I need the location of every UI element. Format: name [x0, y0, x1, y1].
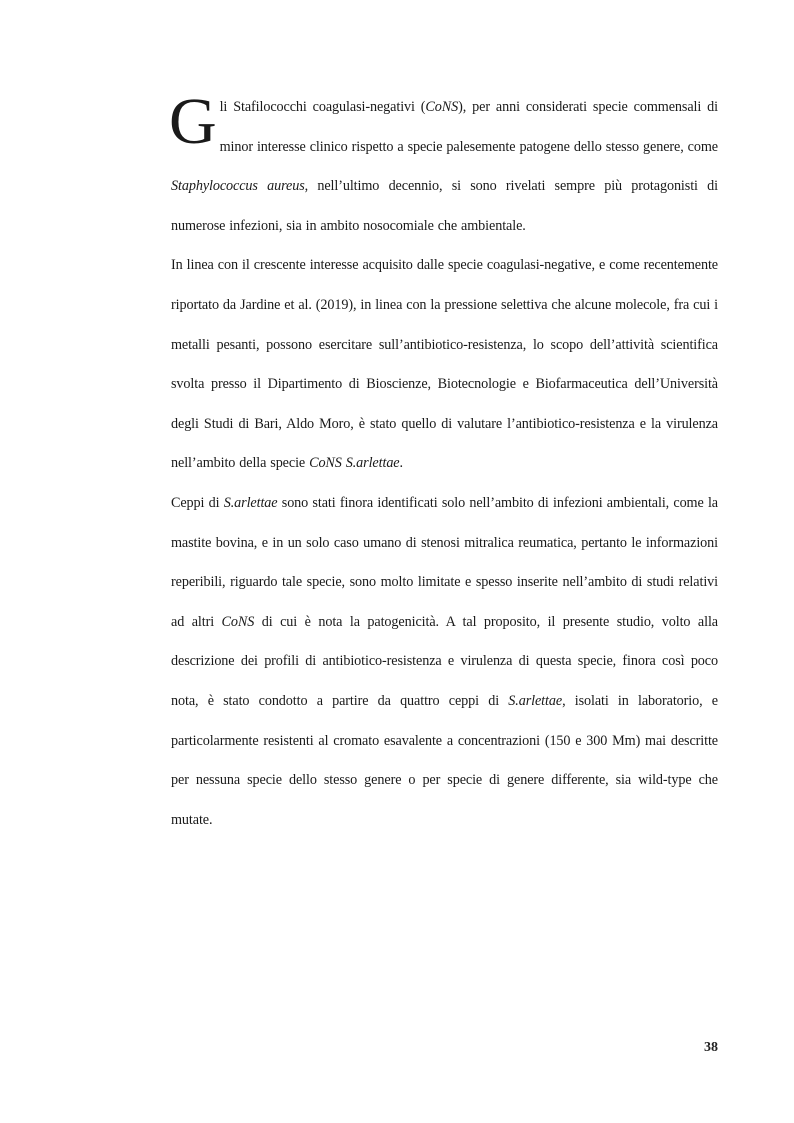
- text-segment: , nell’ultimo decennio, si sono rivelati sempre più protagonisti di numerose infezioni, sia in ambito nosocomiale che ambientale.: [171, 178, 718, 234]
- text-segment: , isolati in laboratorio, e particolarmente resistenti al cromato esavalente a concentrazioni (150 e 300 Mm) mai descritte per nessuna specie dello stesso genere o per specie di genere differente, sia wild-type che mutate.: [171, 692, 718, 828]
- italic-term: CoNS: [425, 99, 459, 115]
- italic-term: Staphylococcus aureus: [171, 178, 305, 195]
- italic-term: S.arlettae: [508, 692, 563, 709]
- text-segment: di cui è nota la patogenicità. A tal proposito, il presente studio, volto alla descrizione dei profili di antibiotico-resistenza e virulenza di questa specie, finora così poco nota, è stato condotto a partire da quattro ceppi di: [171, 613, 718, 709]
- text-segment: ), per anni considerati specie commensali di minor interesse clinico rispetto a specie palesemente patogene dello stesso genere, come: [219, 99, 718, 155]
- body-text: [169, 85, 718, 840]
- text-segment: Ceppi di: [171, 494, 224, 511]
- page-number: 38: [704, 1040, 718, 1055]
- drop-cap: G: [169, 85, 217, 158]
- text-segment: In linea con il crescente interesse acquisito dalle specie coagulasi-negative, e come recentemente riportato da Jardine et al. (2019), in linea con la pressione selettiva che alcune molecole, fra cui i metalli pesanti, possono esercitare sull’antibiotico-resistenza, lo scopo dell’attività scientifica svolta presso il Dipartimento di Bioscienze, Biotecnologie e Biofarmaceutica dell’Università degli Studi di Bari, Aldo Moro, è stato quello di valutare l’antibiotico-resistenza e la virulenza nell’ambito della specie: [171, 257, 718, 472]
- paragraph-objective: [171, 246, 718, 484]
- text-segment: li Stafilococchi coagulasi-negativi (: [219, 99, 426, 115]
- paragraph-strains: [171, 484, 718, 840]
- italic-term: CoNS: [221, 613, 255, 630]
- text-segment: .: [399, 455, 403, 472]
- italic-term: S.arlettae: [223, 494, 278, 511]
- italic-term: CoNS S.arlettae: [309, 455, 400, 472]
- paragraph-intro: [169, 85, 718, 246]
- text-segment: sono stati finora identificati solo nell’ambito di infezioni ambientali, come la mastite bovina, e in un solo caso umano di stenosi mitralica reumatica, pertanto le informazioni reperibili, riguardo tale specie, sono molto limitate e spesso inserite nell’ambito di studi relativi ad altri: [171, 494, 718, 630]
